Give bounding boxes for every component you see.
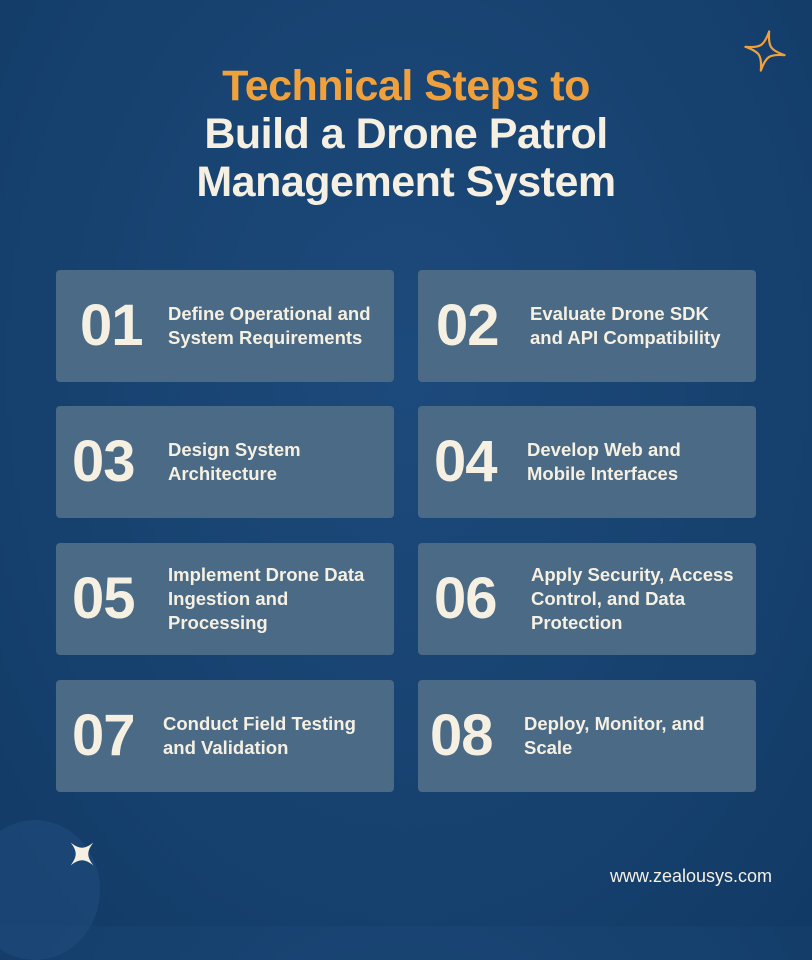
- step-number: 01: [80, 293, 143, 358]
- step-number: 03: [72, 429, 135, 494]
- step-number: 06: [434, 566, 497, 631]
- step-card-08: [418, 680, 756, 792]
- step-label: Design System Architecture: [168, 439, 301, 484]
- step-number: 02: [436, 293, 499, 358]
- step-card-05: [56, 543, 394, 655]
- step-number: 07: [72, 703, 135, 768]
- step-label: Develop Web and Mobile Interfaces: [527, 439, 681, 484]
- step-card-01: [56, 270, 394, 382]
- step-card-07: [56, 680, 394, 792]
- title-line-1: Technical Steps to: [222, 62, 590, 110]
- step-label: Define Operational and System Requirements: [168, 303, 371, 348]
- sparkle-filled-icon: [64, 836, 100, 872]
- step-number: 05: [72, 566, 135, 631]
- title-line-3: Management System: [196, 158, 616, 206]
- step-card-02: [418, 270, 756, 382]
- step-label: Evaluate Drone SDK and API Compatibility: [530, 303, 721, 348]
- step-label: Deploy, Monitor, and Scale: [524, 713, 705, 758]
- step-card-03: [56, 406, 394, 518]
- title-line-2: Build a Drone Patrol: [204, 110, 608, 158]
- page-title: [0, 62, 812, 206]
- step-number: 04: [434, 429, 497, 494]
- step-card-04: [418, 406, 756, 518]
- step-label: Implement Drone Data Ingestion and Processing: [168, 564, 365, 633]
- step-label: Conduct Field Testing and Validation: [163, 713, 356, 758]
- step-number: 08: [430, 703, 493, 768]
- step-card-06: [418, 543, 756, 655]
- website-url: www.zealousys.com: [609, 866, 772, 886]
- step-label: Apply Security, Access Control, and Data Protection: [531, 564, 734, 633]
